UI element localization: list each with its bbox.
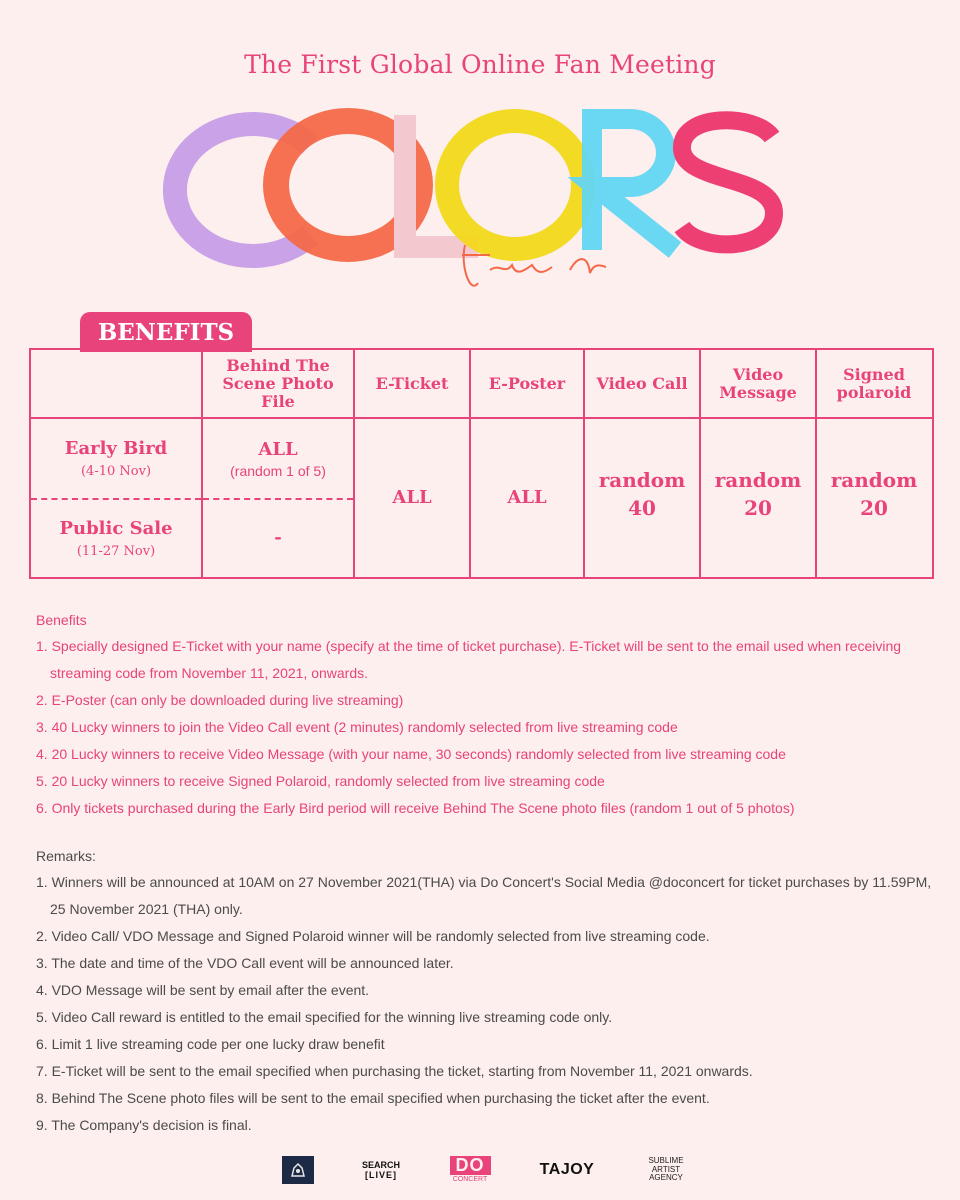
colors-logo-art xyxy=(160,105,800,305)
benefit-note-1: 1. Specially designed E-Ticket with your name (specify at the time of ticket purchase). E-Ticket will be sent to the email used when receiving xyxy=(36,638,902,654)
header-video-message: Video Message xyxy=(719,364,797,402)
remarks-title: Remarks: xyxy=(36,848,96,864)
video-message-count: 20 xyxy=(744,496,772,520)
video-call-count: 40 xyxy=(628,496,656,520)
sponsor-logo-sublime xyxy=(642,1152,690,1188)
sponsor-logo-do-concert xyxy=(448,1154,492,1186)
sublime-line1: SUBLIME xyxy=(648,1156,684,1166)
benefit-note-5: 5. 20 Lucky winners to receive Signed Polaroid, randomly selected from live streaming code xyxy=(36,773,605,789)
remark-1-cont: 25 November 2021 (THA) only. xyxy=(50,901,243,917)
sublime-line3: AGENCY xyxy=(649,1173,683,1183)
signed-polaroid-value xyxy=(817,419,931,569)
crest-icon xyxy=(288,1160,308,1180)
logo-letter-s xyxy=(682,120,774,244)
remark-6: 6. Limit 1 live streaming code per one lucky draw benefit xyxy=(36,1036,385,1052)
remark-9: 9. The Company's decision is final. xyxy=(36,1117,252,1133)
video-call-value xyxy=(585,419,699,569)
signed-polaroid-word: random xyxy=(830,468,918,492)
video-message-value xyxy=(701,419,815,569)
remark-5: 5. Video Call reward is entitled to the email specified for the winning live streaming code only. xyxy=(36,1009,613,1025)
sponsor-logo-tajoy: TAJOY xyxy=(539,1161,595,1178)
sponsor-logo-search-live xyxy=(358,1154,404,1186)
video-call-word: random xyxy=(598,468,686,492)
eticket-value: ALL xyxy=(392,486,432,508)
remark-4: 4. VDO Message will be sent by email after the event. xyxy=(36,982,370,998)
remark-3: 3. The date and time of the VDO Call event will be announced later. xyxy=(36,955,454,971)
benefits-table xyxy=(29,348,934,579)
header-video-call: Video Call xyxy=(596,373,688,393)
search-live-line2: [LIVE] xyxy=(365,1170,397,1180)
logo-letter-r xyxy=(592,119,675,250)
benefit-note-3: 3. 40 Lucky winners to join the Video Call event (2 minutes) randomly selected from live streaming code xyxy=(36,719,678,735)
row-early-bird xyxy=(31,419,201,498)
early-bird-bts xyxy=(203,419,353,498)
logo-letter-o2 xyxy=(447,121,583,249)
header-signed-polaroid: Signed polaroid xyxy=(836,364,912,402)
video-message-word: random xyxy=(714,468,802,492)
signed-polaroid-count: 20 xyxy=(860,496,888,520)
event-subtitle: The First Global Online Fan Meeting xyxy=(244,50,716,79)
benefits-notes-title: Benefits xyxy=(36,612,87,628)
row-public-sale xyxy=(31,500,201,576)
do-concert-line1: DO xyxy=(450,1156,491,1175)
sponsor-logos xyxy=(0,1152,960,1188)
remark-8: 8. Behind The Scene photo files will be sent to the email specified when purchasing the ticket after the event. xyxy=(36,1090,710,1106)
benefits-tab: BENEFITS xyxy=(80,312,252,352)
remark-1: 1. Winners will be announced at 10AM on 27 November 2021(THA) via Do Concert's Social Media @doconcert for ticket purchases by 11.59PM, xyxy=(36,874,932,890)
sublime-line2: ARTIST xyxy=(651,1164,681,1174)
public-sale-label: Public Sale xyxy=(59,517,173,539)
do-concert-line2: CONCERT xyxy=(452,1176,488,1183)
benefit-note-6: 6. Only tickets purchased during the Early Bird period will receive Behind The Scene photo files (random 1 out of 5 photos) xyxy=(36,800,795,816)
benefit-note-4: 4. 20 Lucky winners to receive Video Message (with your name, 30 seconds) randomly selected from live streaming code xyxy=(36,746,786,762)
benefit-note-1-cont: streaming code from November 11, 2021, onwards. xyxy=(50,665,369,681)
sponsor-logo-crest xyxy=(282,1156,314,1184)
public-sale-dates: (11-27 Nov) xyxy=(76,543,156,559)
header-eticket: E-Ticket xyxy=(375,373,449,393)
benefits-notes xyxy=(36,612,936,826)
early-bird-dates: (4-10 Nov) xyxy=(80,464,152,479)
header-bts-photo: Behind The Scene Photo File xyxy=(222,355,334,411)
early-bird-bts-value: ALL xyxy=(258,438,298,460)
eposter-value: ALL xyxy=(507,486,547,508)
search-live-line1: SEARCH xyxy=(361,1160,400,1170)
public-sale-bts-value: - xyxy=(274,527,282,548)
benefit-note-2: 2. E-Poster (can only be downloaded during live streaming) xyxy=(36,692,404,708)
colors-logo xyxy=(160,105,800,305)
early-bird-label: Early Bird xyxy=(64,438,168,459)
early-bird-bts-note: (random 1 of 5) xyxy=(230,462,326,479)
remarks xyxy=(36,848,946,1143)
remark-7: 7. E-Ticket will be sent to the email specified when purchasing the ticket, starting from November 11, 2021 onwards. xyxy=(36,1063,753,1079)
header-eposter: E-Poster xyxy=(488,373,566,393)
remark-2: 2. Video Call/ VDO Message and Signed Polaroid winner will be randomly selected from live streaming code. xyxy=(36,928,710,944)
